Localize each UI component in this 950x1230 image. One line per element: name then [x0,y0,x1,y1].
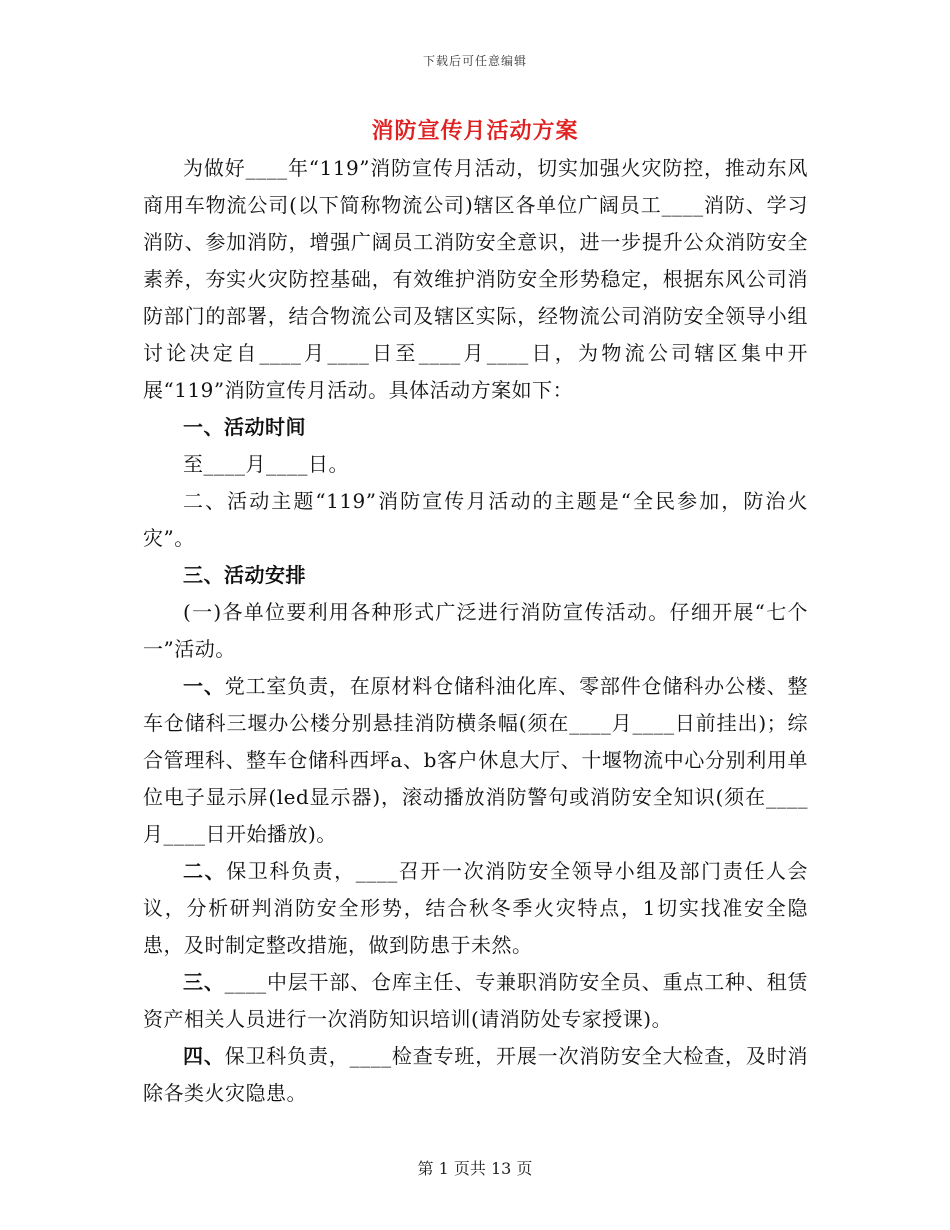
item-1-lead: 一、 [183,674,225,698]
section-heading-time: 一、活动时间 [183,415,306,439]
item-2-lead: 二、 [183,859,227,883]
item-3-lead: 三、 [183,970,225,994]
section-heading-arrangement: 三、活动安排 [183,563,306,587]
subsection-paragraph: (一)各单位要利用各种形式广泛进行消防宣传活动。仔细开展“七个一”活动。 [143,600,808,661]
item-4-paragraph [143,1038,808,1112]
item-2-text: 保卫科负责，____召开一次消防安全领导小组及部门责任人会议，分析研判消防安全形势，结合秋冬季火灾特点，1切实找准安全隐患，及时制定整改措施，做到防患于未然。 [143,859,809,957]
item-1-text: 党工室负责，在原材料仓储科油化库、零部件仓储科办公楼、整车仓储科三堰办公楼分别悬挂消防横条幅(须在____月____日前挂出)；综合管理科、整车仓储科西坪a、b客户休息大厅、十堰物流中心分别利用单位电子显示屏(led显示器)，滚动播放消防警句或消防安全知识(须在____月____日开始播放)。 [143,674,809,846]
item-3-paragraph [143,964,808,1038]
page-number: 第 1 页共 13 页 [417,1159,533,1178]
header-note: 下载后可任意编辑 [422,54,527,68]
document-title: 消防宣传月活动方案 [371,118,579,144]
item-4-text: 保卫科负责，____检查专班，开展一次消防安全大检查，及时消除各类火灾隐患。 [143,1044,809,1105]
document-body [143,150,808,1112]
time-paragraph: 至____月____日。 [183,452,349,476]
item-4-lead: 四、 [183,1044,225,1068]
item-1-paragraph [143,668,808,853]
intro-paragraph: 为做好____年“119”消防宣传月活动，切实加强火灾防控，推动东风商用车物流公司(以下简称物流公司)辖区各单位广阔员工____消防、学习消防、参加消防，增强广阔员工消防安全意识，进一步提升公众消防安全素养，夯实火灾防控基础，有效维护消防安全形势稳定，根据东风公司消防部门的部署，结合物流公司及辖区实际，经物流公司消防安全领导小组讨论决定自____月____日至____月____日，为物流公司辖区集中开展“119”消防宣传月活动。具体活动方案如下： [143,156,808,402]
item-2-paragraph [143,853,808,964]
theme-paragraph: 二、活动主题“119”消防宣传月活动的主题是“全民参加，防治火灾”。 [143,489,808,550]
item-3-text: ____中层干部、仓库主任、专兼职消防安全员、重点工种、租赁资产相关人员进行一次消防知识培训(请消防处专家授课)。 [143,970,809,1031]
